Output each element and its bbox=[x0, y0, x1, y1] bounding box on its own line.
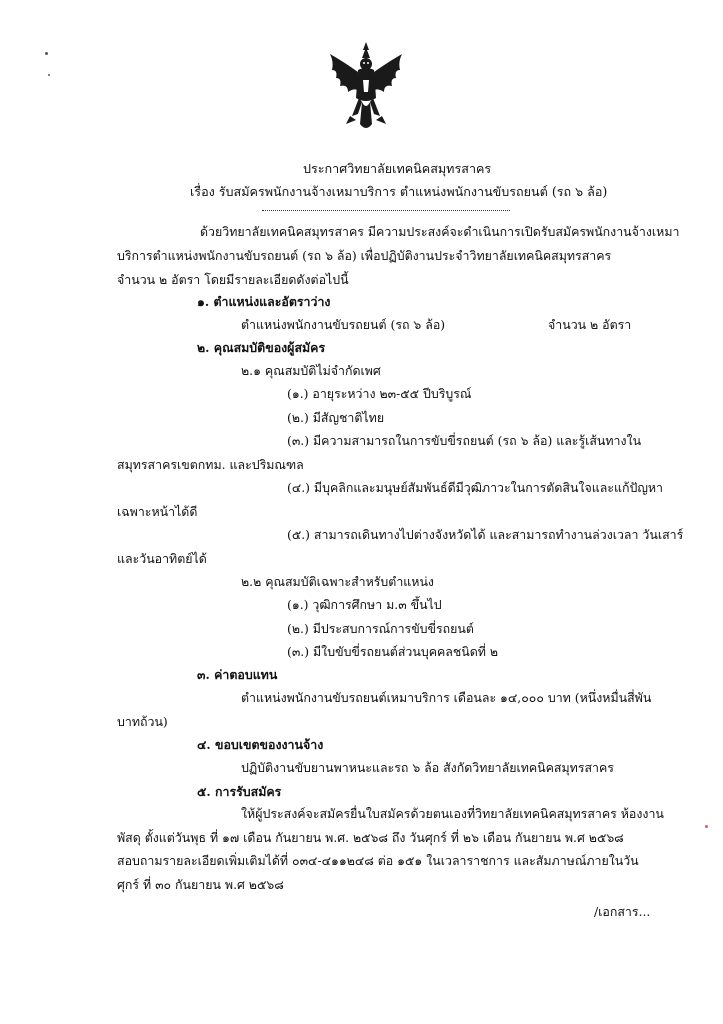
section-2-sub-1: ๒.๑ คุณสมบัติไม่จำกัดเพศ bbox=[241, 363, 381, 378]
scan-speck bbox=[48, 74, 50, 76]
scan-speck bbox=[45, 52, 48, 55]
section-5-heading: ๕. การรับสมัคร bbox=[197, 784, 282, 799]
intro-line-3: จำนวน ๒ อัตรา โดยมีรายละเอียดดังต่อไปนี้ bbox=[117, 272, 349, 287]
section-3-line-1: ตำแหน่งพนักงานขับรถยนต์เหมาบริการ เดือนละ ๑๔,๐๐๐ บาท (หนึ่งหมื่นสี่พัน bbox=[241, 690, 652, 705]
intro-line-2: บริการตำแหน่งพนักงานขับรถยนต์ (รถ ๖ ล้อ) เพื่อปฏิบัติงานประจำวิทยาลัยเทคนิคสมุทรสาคร bbox=[117, 248, 612, 263]
qual-item-2: (๒.) มีสัญชาติไทย bbox=[287, 410, 385, 425]
announcement-title: ประกาศวิทยาลัยเทคนิคสมุทรสาคร bbox=[303, 161, 492, 176]
qual-item-3: (๓.) มีความสามารถในการขับขี่รถยนต์ (รถ ๖ ล้อ) และรู้เส้นทางใน bbox=[287, 433, 642, 448]
section-5-line-4: ศุกร์ ที่ ๓๐ กันยายน พ.ศ ๒๕๖๘ bbox=[117, 877, 284, 892]
spec-item-3: (๓.) มีใบขับขี่รถยนต์ส่วนบุคคลชนิดที่ ๒ bbox=[287, 644, 499, 659]
qual-item-4: (๔.) มีบุคลิกและมนุษย์สัมพันธ์ดีมีวุฒิภาวะในการตัดสินใจและแก้ปัญหา bbox=[287, 480, 664, 495]
section-1-heading: ๑. ตำแหน่งและอัตราว่าง bbox=[197, 294, 331, 309]
section-2-sub-2: ๒.๒ คุณสมบัติเฉพาะสำหรับตำแหน่ง bbox=[241, 574, 434, 589]
section-1-position: ตำแหน่งพนักงานขับรถยนต์ (รถ ๖ ล้อ) bbox=[241, 317, 446, 332]
continued-marker: /เอกสาร... bbox=[594, 904, 651, 919]
announcement-subject: เรื่อง รับสมัครพนักงานจ้างเหมาบริการ ตำแหน่งพนักงานขับรถยนต์ (รถ ๖ ล้อ) bbox=[190, 184, 608, 199]
section-4-heading: ๔. ขอบเขตของงานจ้าง bbox=[197, 737, 324, 752]
qual-item-1: (๑.) อายุระหว่าง ๒๓-๕๕ ปีบริบูรณ์ bbox=[287, 386, 472, 401]
section-5-line-3: สอบถามรายละเอียดเพิ่มเติมได้ที่ ๐๓๔-๔๑๑๒๔๘ ต่อ ๑๕๑ ในเวลาราชการ และสัมภาษณ์ภายในวัน bbox=[117, 853, 639, 868]
section-2-heading: ๒. คุณสมบัติของผู้สมัคร bbox=[197, 340, 326, 355]
qual-item-4-cont: เฉพาะหน้าได้ดี bbox=[117, 504, 198, 519]
garuda-emblem-icon bbox=[326, 40, 406, 135]
qual-item-3-cont: สมุทรสาครเขตกทม. และปริมณฑล bbox=[117, 457, 304, 472]
qual-item-5: (๕.) สามารถเดินทางไปต่างจังหวัดได้ และสามารถทำงานล่วงเวลา วันเสาร์ bbox=[287, 527, 684, 542]
section-3-line-2: บาทถ้วน) bbox=[117, 714, 168, 729]
scan-speck bbox=[705, 825, 708, 828]
intro-line-1: ด้วยวิทยาลัยเทคนิคสมุทรสาคร มีความประสงค์จะดำเนินการเปิดรับสมัครพนักงานจ้างเหมา bbox=[200, 224, 680, 239]
section-1-count: จำนวน ๒ อัตรา bbox=[548, 317, 632, 332]
spec-item-2: (๒.) มีประสบการณ์การขับขี่รถยนต์ bbox=[287, 621, 474, 636]
section-5-line-2: พัสดุ ตั้งแต่วันพุธ ที่ ๑๗ เดือน กันยายน พ.ศ. ๒๕๖๘ ถึง วันศุกร์ ที่ ๒๖ เดือน กันยายน พ.ศ ๒๕๖๘ bbox=[117, 830, 624, 845]
section-5-line-1: ให้ผู้ประสงค์จะสมัครยื่นใบสมัครด้วยตนเองที่วิทยาลัยเทคนิคสมุทรสาคร ห้องงาน bbox=[241, 806, 664, 821]
dotted-divider bbox=[262, 210, 510, 211]
spec-item-1: (๑.) วุฒิการศึกษา ม.๓ ขึ้นไป bbox=[287, 597, 442, 612]
qual-item-5-cont: และวันอาทิตย์ได้ bbox=[117, 551, 207, 566]
section-4-line-1: ปฏิบัติงานขับยานพาหนะและรถ ๖ ล้อ สังกัดวิทยาลัยเทคนิคสมุทรสาคร bbox=[241, 760, 614, 775]
section-3-heading: ๓. ค่าตอบแทน bbox=[197, 667, 278, 682]
